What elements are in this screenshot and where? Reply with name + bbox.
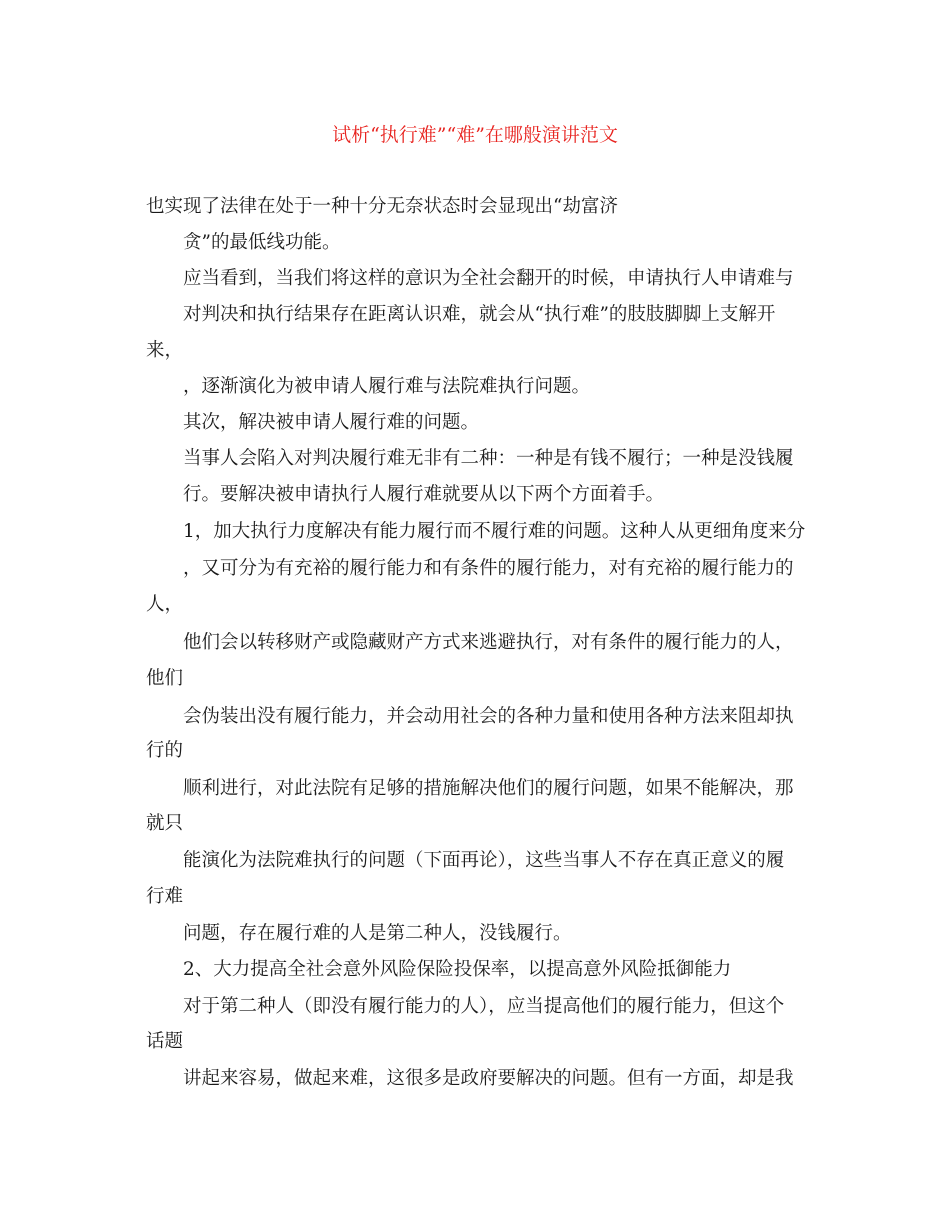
text-line: 来，: [146, 340, 184, 361]
text-line: 当事人会陷入对判决履行难无非有二种：一种是有钱不履行；一种是没钱履: [183, 448, 794, 469]
text-line: 话题: [146, 1031, 184, 1052]
text-line: 讲起来容易，做起来难，这很多是政府要解决的问题。但有一方面，却是我: [183, 1068, 794, 1089]
text-line: 行难: [146, 886, 184, 907]
text-line: 贪”的最低线功能。: [183, 232, 341, 253]
text-line: 2、大力提高全社会意外风险保险投保率，以提高意外风险抵御能力: [183, 959, 732, 980]
text-line: 人，: [146, 594, 184, 615]
text-line: 其次，解决被申请人履行难的问题。: [183, 412, 480, 433]
text-line: 就只: [146, 813, 184, 834]
text-line: 顺利进行，对此法院有足够的措施解决他们的履行问题，如果不能解决，那: [183, 778, 794, 799]
text-line: 也实现了法律在处于一种十分无奈状态时会显现出“劫富济: [146, 196, 618, 217]
text-line: ，又可分为有充裕的履行能力和有条件的履行能力，对有充裕的履行能力的: [183, 558, 794, 579]
text-line: 问题，存在履行难的人是第二种人，没钱履行。: [183, 923, 572, 944]
text-line: 应当看到，当我们将这样的意识为全社会翻开的时候，申请执行人申请难与: [183, 268, 794, 289]
text-line: 会伪装出没有履行能力，并会动用社会的各种力量和使用各种方法来阻却执: [183, 706, 794, 727]
document-title: 试析“执行难”“难”在哪般演讲范文: [332, 124, 618, 146]
text-line: 能演化为法院难执行的问题（下面再论），这些当事人不存在真正意义的履: [183, 850, 785, 871]
text-line: 行。要解决被申请执行人履行难就要从以下两个方面着手。: [183, 484, 665, 505]
text-line: 他们会以转移财产或隐藏财产方式来逃避执行，对有条件的履行能力的人，: [183, 632, 794, 653]
text-line: 他们: [146, 668, 184, 689]
text-line: 对判决和执行结果存在距离认识难，就会从“执行难”的肢肢脚脚上支解开: [183, 304, 776, 325]
text-line: 对于第二种人（即没有履行能力的人），应当提高他们的履行能力，但这个: [183, 996, 785, 1017]
text-line: 1，加大执行力度解决有能力履行而不履行难的问题。这种人从更细角度来分: [183, 521, 806, 542]
text-line: ，逐渐演化为被申请人履行难与法院难执行问题。: [183, 376, 591, 397]
text-line: 行的: [146, 740, 184, 761]
